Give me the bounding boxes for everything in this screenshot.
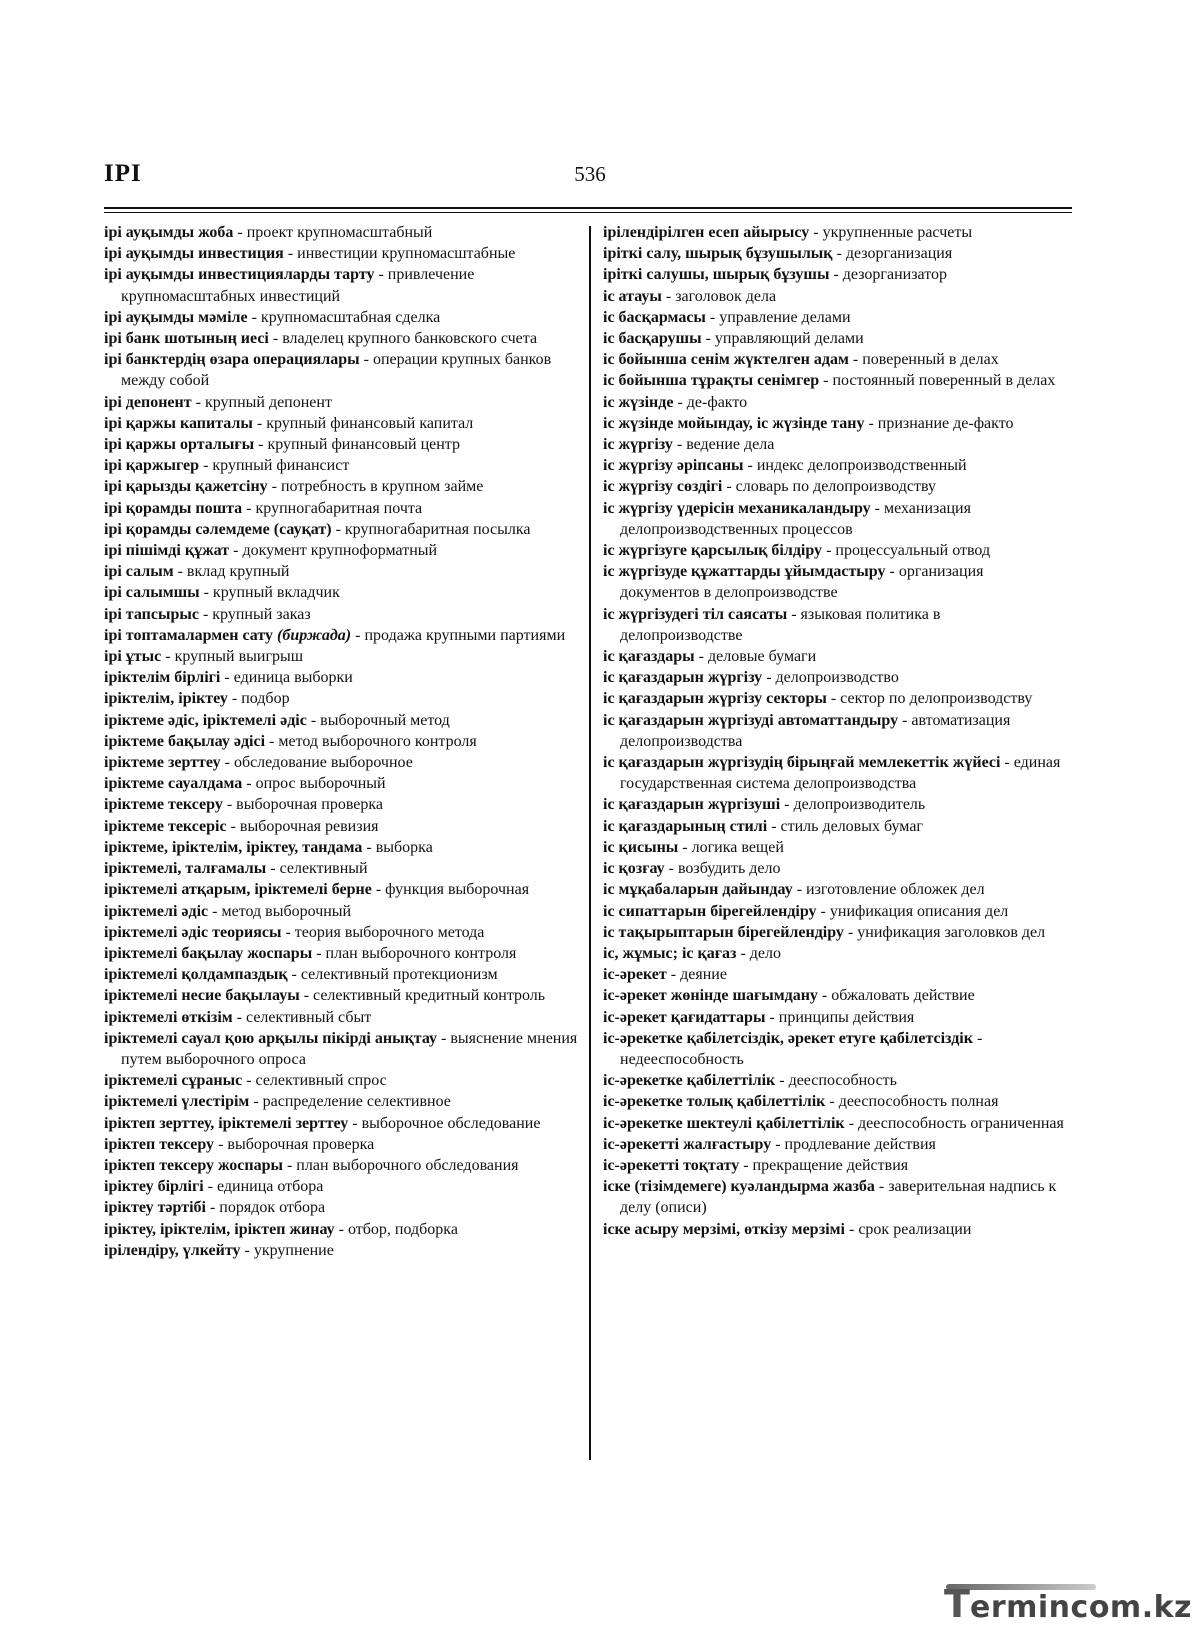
entry-term: іріктелім бірлігі: [104, 669, 221, 687]
dictionary-entry: ірі ауқымды инвестиция - инвестиции крупномасштабные: [104, 245, 516, 263]
dictionary-entry: ірі ұтыс - крупный выигрыш: [104, 648, 304, 666]
entry-definition: порядок отбора: [219, 1199, 326, 1217]
entry-definition: крупногабаритная посылка: [344, 520, 531, 538]
entry-definition: селективный сбыт: [246, 1008, 372, 1026]
dictionary-entry: іс, жұмыс; іс қағаз - дело: [603, 944, 781, 962]
entry-term: ірі қорамды пошта: [104, 499, 243, 517]
entry-term: ірі ауқымды инвестиция: [104, 245, 284, 263]
entry-term: ірі қарызды қажетсіну: [104, 478, 268, 496]
entry-definition: языковая политика в делопроизводстве: [620, 605, 941, 644]
entry-term: іс-әрекетке толық қабілеттілік: [603, 1093, 826, 1111]
dictionary-entry: іс қисыны - логика вещей: [603, 838, 784, 856]
entry-definition: делопроизводство: [775, 669, 899, 687]
entry-term: іс қағаздарының стилі: [603, 817, 768, 835]
entry-term: іріктемелі, талғамалы: [104, 860, 267, 878]
dictionary-entry: іріткі салу, шырық бұзушылық - дезорганизация: [603, 245, 953, 263]
entry-term: ірілендіру, үлкейту: [104, 1241, 241, 1259]
dictionary-entry: ірі ауқымды жоба - проект крупномасштабный: [104, 224, 433, 241]
entry-term: ірі депонент: [104, 393, 192, 411]
left-column: [104, 222, 578, 1261]
entry-term: ірі ұтыс: [104, 648, 162, 666]
entry-term: іс бойынша сенім жүктелген адам: [603, 351, 849, 369]
entry-term: ірілендірілген есеп айырысу: [603, 224, 810, 241]
dictionary-entry: іс-әрекет қағидаттары - принципы действия: [603, 1008, 915, 1026]
dictionary-entry: ірілендіру, үлкейту - укрупнение: [104, 1241, 334, 1259]
dictionary-entry: іріктемелі әдіс - метод выборочный: [104, 902, 352, 920]
dictionary-entry: іріктеме тексеріс - выборочная ревизия: [104, 817, 379, 835]
entry-term: іріктеп зерттеу, іріктемелі зерттеу: [104, 1114, 349, 1132]
entry-term: іс қағаздарын жүргізуші: [603, 796, 781, 814]
dictionary-entry: іс қағаздары - деловые бумаги: [603, 648, 817, 666]
entry-definition: крупный финансист: [212, 457, 350, 475]
entry-definition: дееспособность ограниченная: [857, 1114, 1064, 1132]
entry-definition: проект крупномасштабный: [246, 224, 433, 241]
entry-definition: дезорганизатор: [842, 266, 948, 284]
entry-term: іс атауы: [603, 287, 662, 305]
entry-definition: теория выборочного метода: [294, 923, 485, 941]
dictionary-entry: іріктеу бірлігі - единица отбора: [104, 1178, 324, 1196]
dictionary-entry: ірілендірілген есеп айырысу - укрупненные расчеты: [603, 224, 973, 241]
dictionary-entry: іс бойынша сенім жүктелген адам - поверенный в делах: [603, 351, 999, 369]
dictionary-entry: ірі тапсырыс - крупный заказ: [104, 605, 311, 623]
dictionary-entry: іріктеу тәртібі - порядок отбора: [104, 1199, 326, 1217]
termincom-logo: [944, 1582, 1192, 1632]
entry-definition: метод выборочного контроля: [278, 732, 477, 750]
entry-term: іске (тізімдемеге) куәландырма жазба: [603, 1178, 875, 1196]
entry-definition: привлечение крупномасштабных инвестиций: [121, 266, 475, 305]
entry-definition: крупный заказ: [212, 605, 311, 623]
right-column: [603, 222, 1065, 1240]
dictionary-entry: ірі қорамды сәлемдеме (сауқат) - крупногабаритная посылка: [104, 520, 531, 538]
dictionary-entry: іске асыру мерзімі, өткізу мерзімі - срок реализации: [603, 1220, 972, 1238]
entry-definition: обжаловать действие: [831, 987, 975, 1005]
entry-definition: стиль деловых бумаг: [780, 817, 923, 835]
entry-definition: заверительная надпись к делу (описи): [620, 1178, 1057, 1217]
entry-definition: дееспособность: [788, 1072, 897, 1090]
entry-definition: селективный протекционизм: [300, 966, 498, 984]
dictionary-entry: іріктемелі атқарым, іріктемелі берне - функция выборочная: [104, 881, 530, 899]
entry-definition: крупномасштабная сделка: [260, 308, 441, 326]
dictionary-entry: іріктеме зерттеу - обследование выборочное: [104, 754, 413, 772]
dictionary-entry: іріктемелі өткізім - селективный сбыт: [104, 1008, 372, 1026]
dictionary-entry: іс-әрекетке шектеулі қабілеттілік - дееспособность ограниченная: [603, 1114, 1064, 1132]
dictionary-entry: іріктелім бірлігі - единица выборки: [104, 669, 353, 687]
entry-definition: опрос выборочный: [255, 775, 386, 793]
entry-term: іс қағаздарын жүргізуді автоматтандыру: [603, 711, 899, 729]
dictionary-entry: іс жүргізуде құжаттарды ұйымдастыру - организация документов в делопроизводстве: [603, 563, 984, 602]
entry-definition: вклад крупный: [186, 563, 290, 581]
entry-term: іс қағаздарын жүргізудің бірыңғай мемлекеттік жүйесі: [603, 754, 1001, 772]
dictionary-entry: ірі банк шотының иесі - владелец крупного банковского счета: [104, 330, 538, 348]
dictionary-entry: іс-әрекет жөнінде шағымдану - обжаловать действие: [603, 987, 975, 1005]
entry-term: іріктеме, іріктелім, іріктеу, тандама: [104, 838, 363, 856]
entry-definition: документ крупноформатный: [242, 542, 438, 560]
dictionary-entry: іс-әрекетке қабілеттілік - дееспособность: [603, 1072, 897, 1090]
entry-term: ірі қаржы орталығы: [104, 436, 255, 454]
dictionary-entry: ірі салым - вклад крупный: [104, 563, 290, 581]
entry-term: іс қозғау: [603, 860, 665, 878]
entry-term: іріктеме тексеріс: [104, 817, 227, 835]
entry-term: іс-әрекетке шектеулі қабілеттілік: [603, 1114, 845, 1132]
dictionary-entry: іріктемелі сауал қою арқылы пікірді анықтау - выяснение мнения путем выборочного опроса: [104, 1029, 578, 1068]
dictionary-entry: іс мұқабаларын дайындау - изготовление обложек дел: [603, 881, 985, 899]
dictionary-entry: іс жүргізу үдерісін механикаландыру - механизация делопроизводственных процессов: [603, 499, 971, 538]
dictionary-entry: іріктеме сауалдама - опрос выборочный: [104, 775, 386, 793]
entry-definition: срок реализации: [858, 1220, 972, 1238]
dictionary-entry: іріктелім, іріктеу - подбор: [104, 690, 290, 708]
entry-term: іріктеу бірлігі: [104, 1178, 204, 1196]
entry-term: іріткі салу, шырық бұзушылық: [603, 245, 833, 263]
entry-definition: выяснение мнения путем выборочного опроса: [121, 1029, 578, 1068]
entry-term: іріктеу, іріктелім, іріктеп жинау: [104, 1220, 335, 1238]
entry-term: ірі салым: [104, 563, 174, 581]
entry-definition: унификация описания дел: [829, 902, 1009, 920]
entry-term: ірі қорамды сәлемдеме (сауқат): [104, 520, 332, 538]
dictionary-entry: іс қағаздарын жүргізуші - делопроизводитель: [603, 796, 926, 814]
dictionary-entry: іріктеп тексеру - выборочная проверка: [104, 1135, 375, 1153]
logo-initial: T: [944, 1582, 970, 1626]
entry-definition: селективный спрос: [255, 1072, 387, 1090]
entry-definition: процессуальный отвод: [835, 542, 991, 560]
entry-term: іріктеме әдіс, іріктемелі әдіс: [104, 711, 307, 729]
entry-term: іс бойынша тұрақты сенімгер: [603, 372, 820, 390]
entry-term: ірі тапсырыс: [104, 605, 199, 623]
entry-definition: сектор по делопроизводству: [840, 690, 1033, 708]
entry-definition: унификация заголовков дел: [857, 923, 1046, 941]
dictionary-entry: іс басқармасы - управление делами: [603, 308, 851, 326]
dictionary-entry: іс-әрекетке қабілетсіздік, әрекет етуге қабілетсіздік - недееспособность: [603, 1029, 983, 1068]
entry-definition: словарь по делопроизводству: [735, 478, 936, 496]
entry-definition: недееспособность: [620, 1050, 744, 1068]
entry-term: іріктемелі несие бақылауы: [104, 987, 300, 1005]
entry-term: іс тақырыптарын бірегейлендіру: [603, 923, 844, 941]
entry-term: ірі топтамалармен сату: [104, 626, 274, 644]
entry-term: ірі банктердің өзара операциялары: [104, 351, 360, 369]
entry-term: іріктемелі әдіс: [104, 902, 209, 920]
entry-term: іс жүргізу әріпсаны: [603, 457, 744, 475]
page-number: 536: [574, 162, 606, 186]
entry-definition: крупногабаритная почта: [255, 499, 423, 517]
entry-definition: ведение дела: [686, 436, 775, 454]
dictionary-entry: іс атауы - заголовок дела: [603, 287, 777, 305]
entry-definition: дело: [749, 944, 781, 962]
dictionary-entry: іріктеп тексеру жоспары - план выборочного обследования: [104, 1156, 519, 1174]
entry-definition: операции крупных банков между собой: [121, 351, 552, 390]
entry-definition: выборочная проверка: [227, 1135, 375, 1153]
entry-definition: крупный финансовый капитал: [266, 414, 474, 432]
entry-definition: единая государственная система делопроизводства: [620, 754, 1061, 793]
dictionary-entry: ірі қорамды пошта - крупногабаритная почта: [104, 499, 423, 517]
entry-definition: признание де-факто: [877, 414, 1014, 432]
entry-definition: де-факто: [686, 393, 748, 411]
entry-definition: дееспособность полная: [838, 1093, 999, 1111]
entry-definition: прекращение действия: [752, 1156, 909, 1174]
entry-definition: выборочная ревизия: [239, 817, 379, 835]
dictionary-entry: іріктемелі сұраныс - селективный спрос: [104, 1072, 387, 1090]
dictionary-entry: іс жүргізу сөздігі - словарь по делопроизводству: [603, 478, 936, 496]
dictionary-entry: іске (тізімдемеге) куәландырма жазба - заверительная надпись к делу (описи): [603, 1178, 1057, 1217]
entry-definition: дезорганизация: [845, 245, 953, 263]
entry-term: іс жүргізу сөздігі: [603, 478, 723, 496]
entry-term: ірі банк шотының иесі: [104, 330, 269, 348]
dictionary-entry: іс жүзінде мойындау, іс жүзінде тану - признание де-факто: [603, 414, 1014, 432]
entry-definition: единица выборки: [233, 669, 353, 687]
entry-term: іс қағаздары: [603, 648, 695, 666]
logo-text: ermincom.kz: [970, 1590, 1192, 1625]
entry-term: іріктемелі әдіс теориясы: [104, 923, 282, 941]
entry-term: іріктемелі атқарым, іріктемелі берне: [104, 881, 372, 899]
dictionary-entry: іріктемелі бақылау жоспары - план выборочного контроля: [104, 944, 517, 962]
dictionary-entry: іріктемелі үлестірім - распределение селективное: [104, 1093, 451, 1111]
dictionary-entry: іс қағаздарының стилі - стиль деловых бумаг: [603, 817, 923, 835]
entry-definition: принципы действия: [778, 1008, 915, 1026]
dictionary-entry: іріткі салушы, шырық бұзушы - дезорганизатор: [603, 266, 948, 284]
entry-term: іс-әрекет қағидаттары: [603, 1008, 766, 1026]
dictionary-entry: іс қағаздарын жүргізу - делопроизводство: [603, 669, 899, 687]
header-word: IPI: [104, 160, 142, 187]
entry-definition: крупный вкладчик: [212, 584, 340, 602]
entry-term: іріктеме зерттеу: [104, 754, 221, 772]
entry-definition: постоянный поверенный в делах: [832, 372, 1056, 390]
entry-definition: управляющий делами: [714, 330, 864, 348]
entry-term: іріктемелі үлестірім: [104, 1093, 250, 1111]
dictionary-entry: іс жүргізу - ведение дела: [603, 436, 775, 454]
dictionary-entry: ірі салымшы - крупный вкладчик: [104, 584, 340, 602]
entry-definition: делопроизводитель: [793, 796, 926, 814]
entry-definition: организация документов в делопроизводстве: [620, 563, 984, 602]
dictionary-entry: іріктемелі қолдампаздық - селективный протекционизм: [104, 966, 498, 984]
entry-term: ірі ауқымды жоба: [104, 224, 234, 241]
entry-term: іріктеп тексеру: [104, 1135, 215, 1153]
entry-definition: метод выборочный: [221, 902, 352, 920]
entry-term: іс басқармасы: [603, 308, 706, 326]
entry-term: іс-әрекетке қабілеттілік: [603, 1072, 776, 1090]
entry-term: іс басқарушы: [603, 330, 702, 348]
dictionary-entry: іс қозғау - возбудить дело: [603, 860, 781, 878]
dictionary-entry: ірі ауқымды мәміле - крупномасштабная сделка: [104, 308, 441, 326]
entry-term: ірі пішімді құжат: [104, 542, 230, 560]
entry-term: іс-әрекет: [603, 966, 667, 984]
dictionary-entry: іс басқарушы - управляющий делами: [603, 330, 864, 348]
entry-definition: план выборочного контроля: [325, 944, 517, 962]
entry-definition: продажа крупными партиями: [364, 626, 566, 644]
entry-term: іс қағаздарын жүргізу: [603, 669, 763, 687]
dictionary-entry: іріктеме тексеру - выборочная проверка: [104, 796, 384, 814]
entry-definition: механизация делопроизводственных процессов: [620, 499, 971, 538]
entry-term: іс жүргізу: [603, 436, 673, 454]
entry-term: ірі қаржы капиталы: [104, 414, 253, 432]
entry-note: (биржада): [277, 626, 352, 644]
dictionary-entry: іс жүргізу әріпсаны - индекс делопроизводственный: [603, 457, 967, 475]
dictionary-entry: іріктеме, іріктелім, іріктеу, тандама - выборка: [104, 838, 433, 856]
dictionary-entry: іс-әрекет - деяние: [603, 966, 727, 984]
entry-definition: логика вещей: [691, 838, 784, 856]
dictionary-entry: іс қағаздарын жүргізу секторы - сектор по делопроизводству: [603, 690, 1033, 708]
dictionary-entry: іс қағаздарын жүргізудің бірыңғай мемлекеттік жүйесі - единая государственная система делопроизводства: [603, 754, 1061, 793]
header-rule-thick: [104, 207, 1072, 209]
dictionary-entry: ірі қаржы капиталы - крупный финансовый капитал: [104, 414, 474, 432]
entry-definition: возбудить дело: [677, 860, 781, 878]
column-divider: [589, 226, 591, 1460]
dictionary-entry: іс жүзінде - де-факто: [603, 393, 748, 411]
entry-definition: распределение селективное: [262, 1093, 451, 1111]
dictionary-entry: ірі пішімді құжат - документ крупноформатный: [104, 542, 438, 560]
entry-definition: крупный выигрыш: [174, 648, 304, 666]
entry-definition: инвестиции крупномасштабные: [297, 245, 516, 263]
entry-term: ірі қаржыгер: [104, 457, 200, 475]
entry-term: іс мұқабаларын дайындау: [603, 881, 793, 899]
entry-definition: деловые бумаги: [707, 648, 817, 666]
entry-term: іріктелім, іріктеу: [104, 690, 228, 708]
entry-term: іс, жұмыс; іс қағаз: [603, 944, 737, 962]
entry-term: іс жүргізуде құжаттарды ұйымдастыру: [603, 563, 886, 581]
entry-term: іс жүзінде: [603, 393, 674, 411]
entry-term: іс-әрекетті жалғастыру: [603, 1135, 772, 1153]
dictionary-entry: іріктеу, іріктелім, іріктеп жинау - отбор, подборка: [104, 1220, 458, 1238]
entry-definition: селективный: [279, 860, 368, 878]
entry-definition: крупный финансовый центр: [267, 436, 460, 454]
dictionary-entry: іріктеп зерттеу, іріктемелі зерттеу - выборочное обследование: [104, 1114, 541, 1132]
dictionary-entry: іс-әрекетті жалғастыру - продлевание действия: [603, 1135, 936, 1153]
dictionary-entry: ірі депонент - крупный депонент: [104, 393, 332, 411]
entry-term: іс-әрекетті тоқтату: [603, 1156, 740, 1174]
entry-definition: функция выборочная: [385, 881, 530, 899]
entry-term: іріктемелі қолдампаздық: [104, 966, 288, 984]
entry-term: іс жүргізуге қарсылық білдіру: [603, 542, 823, 560]
entry-definition: крупный депонент: [204, 393, 332, 411]
dictionary-entry: ірі қаржы орталығы - крупный финансовый центр: [104, 436, 460, 454]
entry-term: іріктемелі сауал қою арқылы пікірді анықтау: [104, 1029, 438, 1047]
entry-definition: укрупнение: [253, 1241, 334, 1259]
dictionary-entry: ірі топтамалармен сату (биржада) - продажа крупными партиями: [104, 626, 566, 644]
entry-definition: единица отбора: [216, 1178, 324, 1196]
entry-term: іс сипаттарын бірегейлендіру: [603, 902, 817, 920]
dictionary-entry: ірі ауқымды инвестицияларды тарту - привлечение крупномасштабных инвестиций: [104, 266, 475, 305]
entry-definition: выборочное обследование: [361, 1114, 541, 1132]
entry-term: іріктемелі өткізім: [104, 1008, 233, 1026]
entry-term: іріктеу тәртібі: [104, 1199, 206, 1217]
entry-definition: подбор: [241, 690, 290, 708]
dictionary-entry: іріктеме бақылау әдісі - метод выборочного контроля: [104, 732, 477, 750]
entry-term: іріктемелі сұраныс: [104, 1072, 243, 1090]
header-rule-thin: [104, 212, 1072, 213]
dictionary-entry: іс қағаздарын жүргізуді автоматтандыру - автоматизация делопроизводства: [603, 711, 1011, 750]
dictionary-entry: іс бойынша тұрақты сенімгер - постоянный поверенный в делах: [603, 372, 1056, 390]
entry-term: іс-әрекетке қабілетсіздік, әрекет етуге қабілетсіздік: [603, 1029, 973, 1047]
entry-term: іс жүргізу үдерісін механикаландыру: [603, 499, 871, 517]
entry-definition: выборочная проверка: [236, 796, 384, 814]
entry-definition: изготовление обложек дел: [806, 881, 985, 899]
entry-definition: заголовок дела: [675, 287, 777, 305]
entry-term: ірі салымшы: [104, 584, 200, 602]
entry-definition: управление делами: [719, 308, 851, 326]
entry-definition: деяние: [680, 966, 727, 984]
dictionary-entry: іріктемелі несие бақылауы - селективный кредитный контроль: [104, 987, 546, 1005]
entry-definition: индекс делопроизводственный: [756, 457, 967, 475]
entry-term: іріктеме сауалдама: [104, 775, 243, 793]
entry-definition: потребность в крупном займе: [280, 478, 484, 496]
entry-term: іріктеп тексеру жоспары: [104, 1156, 283, 1174]
entry-definition: обследование выборочное: [233, 754, 413, 772]
entry-definition: поверенный в делах: [862, 351, 999, 369]
entry-term: іс-әрекет жөнінде шағымдану: [603, 987, 818, 1005]
entry-definition: план выборочного обследования: [296, 1156, 519, 1174]
dictionary-entry: іс сипаттарын бірегейлендіру - унификация описания дел: [603, 902, 1009, 920]
entry-term: іріктемелі бақылау жоспары: [104, 944, 313, 962]
dictionary-entry: іс жүргізуге қарсылық білдіру - процессуальный отвод: [603, 542, 991, 560]
dictionary-entry: іс жүргізудегі тіл саясаты - языковая политика в делопроизводстве: [603, 605, 941, 644]
dictionary-entry: іріктемелі әдіс теориясы - теория выборочного метода: [104, 923, 485, 941]
entry-term: іріткі салушы, шырық бұзушы: [603, 266, 830, 284]
entry-term: ірі ауқымды мәміле: [104, 308, 248, 326]
entry-term: іс қағаздарын жүргізу секторы: [603, 690, 827, 708]
entry-term: іс қисыны: [603, 838, 679, 856]
entry-definition: выборка: [375, 838, 433, 856]
entry-definition: укрупненные расчеты: [822, 224, 973, 241]
entry-term: іске асыру мерзімі, өткізу мерзімі: [603, 1220, 845, 1238]
dictionary-entry: ірі қарызды қажетсіну - потребность в крупном займе: [104, 478, 484, 496]
dictionary-entry: іс-әрекетке толық қабілеттілік - дееспособность полная: [603, 1093, 999, 1111]
entry-definition: селективный кредитный контроль: [313, 987, 546, 1005]
entry-definition: владелец крупного банковского счета: [282, 330, 538, 348]
dictionary-entry: ірі банктердің өзара операциялары - операции крупных банков между собой: [104, 351, 552, 390]
entry-definition: выборочный метод: [320, 711, 450, 729]
dictionary-entry: іс-әрекетті тоқтату - прекращение действия: [603, 1156, 909, 1174]
entry-definition: автоматизация делопроизводства: [620, 711, 1011, 750]
entry-term: іс жүзінде мойындау, іс жүзінде тану: [603, 414, 865, 432]
dictionary-entry: іс тақырыптарын бірегейлендіру - унификация заголовков дел: [603, 923, 1046, 941]
entry-term: іс жүргізудегі тіл саясаты: [603, 605, 788, 623]
entry-definition: отбор, подборка: [348, 1220, 458, 1238]
entry-definition: продлевание действия: [784, 1135, 936, 1153]
entry-term: іріктеме бақылау әдісі: [104, 732, 266, 750]
entry-term: ірі ауқымды инвестицияларды тарту: [104, 266, 375, 284]
entry-term: іріктеме тексеру: [104, 796, 223, 814]
dictionary-entry: ірі қаржыгер - крупный финансист: [104, 457, 350, 475]
dictionary-entry: іріктеме әдіс, іріктемелі әдіс - выборочный метод: [104, 711, 450, 729]
dictionary-entry: іріктемелі, талғамалы - селективный: [104, 860, 368, 878]
